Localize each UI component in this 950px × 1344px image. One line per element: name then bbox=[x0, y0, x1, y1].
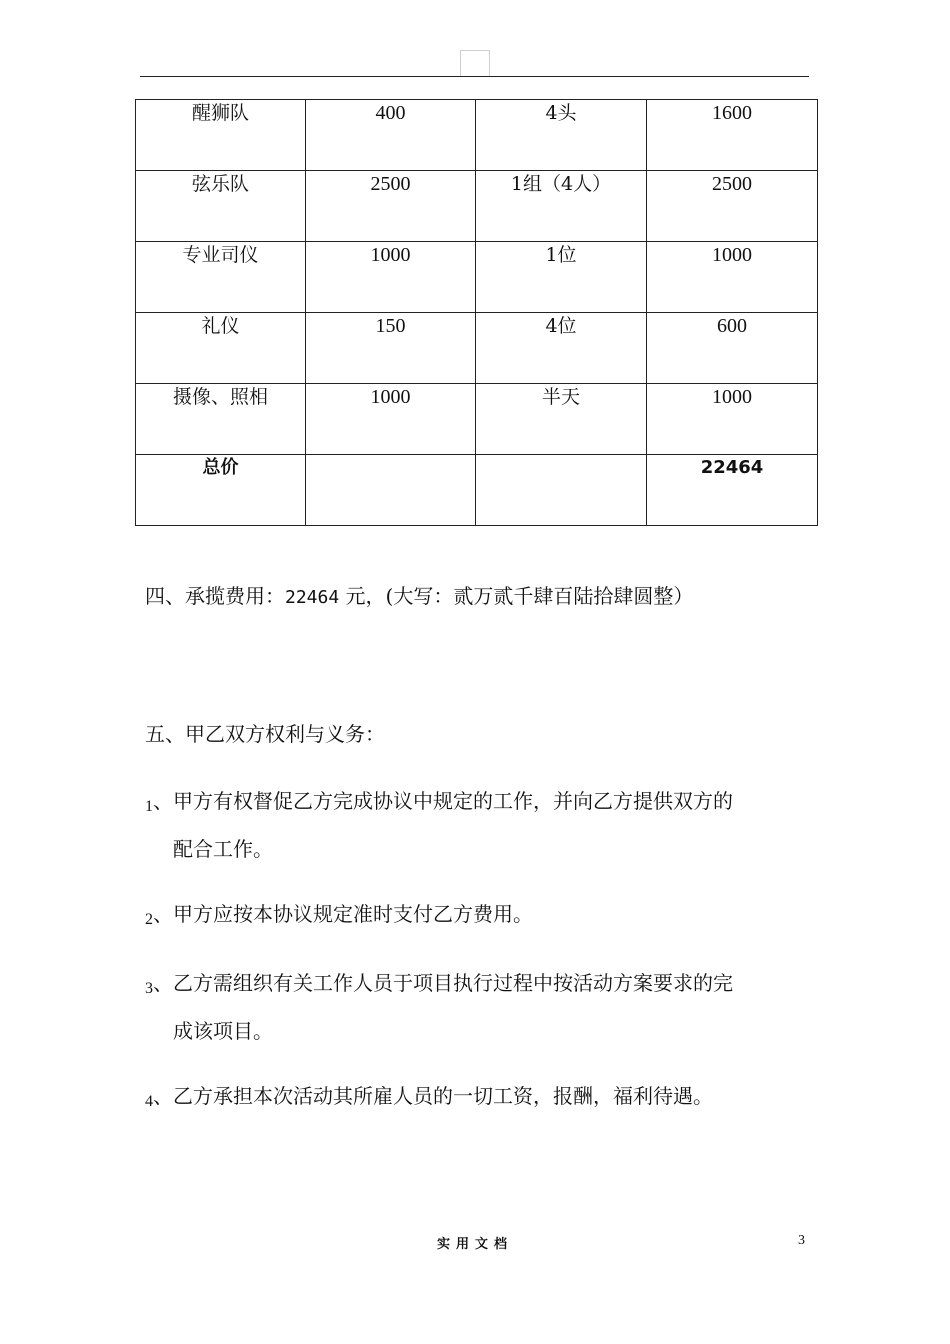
list-item-text: 乙方需组织有关工作人员于项目执行过程中按活动方案要求的完 bbox=[173, 971, 733, 995]
unit-price-cell: 150 bbox=[306, 313, 476, 384]
item-cell: 专业司仪 bbox=[136, 242, 306, 313]
list-item-index: 3 bbox=[145, 980, 153, 997]
list-item-text: 甲方有权督促乙方完成协议中规定的工作，并向乙方提供双方的 bbox=[173, 789, 733, 813]
page-number: 3 bbox=[798, 1233, 805, 1248]
table-row bbox=[136, 242, 818, 313]
list-item-index: 1 bbox=[145, 798, 153, 815]
unit-price-cell: 2500 bbox=[306, 171, 476, 242]
item-cell: 醒狮队 bbox=[136, 100, 306, 171]
unit-price-cell: 1000 bbox=[306, 242, 476, 313]
subtotal-cell: 1000 bbox=[647, 384, 818, 455]
total-quantity-cell bbox=[476, 455, 647, 526]
section-4-amount: 22464 bbox=[285, 587, 340, 608]
section-4-fee bbox=[145, 583, 693, 611]
subtotal-cell: 2500 bbox=[647, 171, 818, 242]
quantity-cell: 1位 bbox=[476, 242, 647, 313]
table-row bbox=[136, 384, 818, 455]
subtotal-cell: 600 bbox=[647, 313, 818, 384]
total-subtotal-cell: 22464 bbox=[647, 455, 818, 526]
list-item bbox=[145, 1075, 810, 1123]
table-row bbox=[136, 313, 818, 384]
footer-label: 实用文档 bbox=[436, 1237, 513, 1252]
item-cell: 弦乐队 bbox=[136, 171, 306, 242]
list-item-separator: 、 bbox=[153, 789, 173, 813]
table-row bbox=[136, 100, 818, 171]
quantity-cell: 4位 bbox=[476, 313, 647, 384]
item-cell: 礼仪 bbox=[136, 313, 306, 384]
price-table bbox=[135, 99, 818, 526]
list-item-separator: 、 bbox=[153, 971, 173, 995]
total-unit-price-cell bbox=[306, 455, 476, 526]
list-item bbox=[145, 893, 810, 941]
subtotal-cell: 1000 bbox=[647, 242, 818, 313]
subtotal-cell: 1600 bbox=[647, 100, 818, 171]
section-4-suffix: 元，(大写：贰万贰千肆百陆拾肆圆整） bbox=[339, 584, 694, 608]
item-cell: 摄像、照相 bbox=[136, 384, 306, 455]
quantity-cell: 1组（4人） bbox=[476, 171, 647, 242]
list-item-continuation: 成该项目。 bbox=[173, 1019, 273, 1043]
table-row bbox=[136, 171, 818, 242]
list-item-separator: 、 bbox=[153, 1084, 173, 1108]
unit-price-cell: 1000 bbox=[306, 384, 476, 455]
list-item-index: 4 bbox=[145, 1093, 153, 1110]
total-label-cell: 总价 bbox=[136, 455, 306, 526]
header-box bbox=[460, 50, 490, 77]
quantity-cell: 半天 bbox=[476, 384, 647, 455]
section-4-prefix: 四、承揽费用： bbox=[145, 584, 285, 608]
list-item-text: 甲方应按本协议规定准时支付乙方费用。 bbox=[173, 902, 533, 926]
header-rule bbox=[140, 76, 809, 77]
list-item bbox=[145, 962, 810, 1053]
list-item-index: 2 bbox=[145, 911, 153, 928]
list-item bbox=[145, 780, 810, 871]
unit-price-cell: 400 bbox=[306, 100, 476, 171]
total-row bbox=[136, 455, 818, 526]
list-item-continuation: 配合工作。 bbox=[173, 837, 273, 861]
section-5-heading: 五、甲乙双方权利与义务： bbox=[145, 722, 385, 746]
quantity-cell: 4头 bbox=[476, 100, 647, 171]
list-item-separator: 、 bbox=[153, 902, 173, 926]
list-item-text: 乙方承担本次活动其所雇人员的一切工资，报酬，福利待遇。 bbox=[173, 1084, 713, 1108]
